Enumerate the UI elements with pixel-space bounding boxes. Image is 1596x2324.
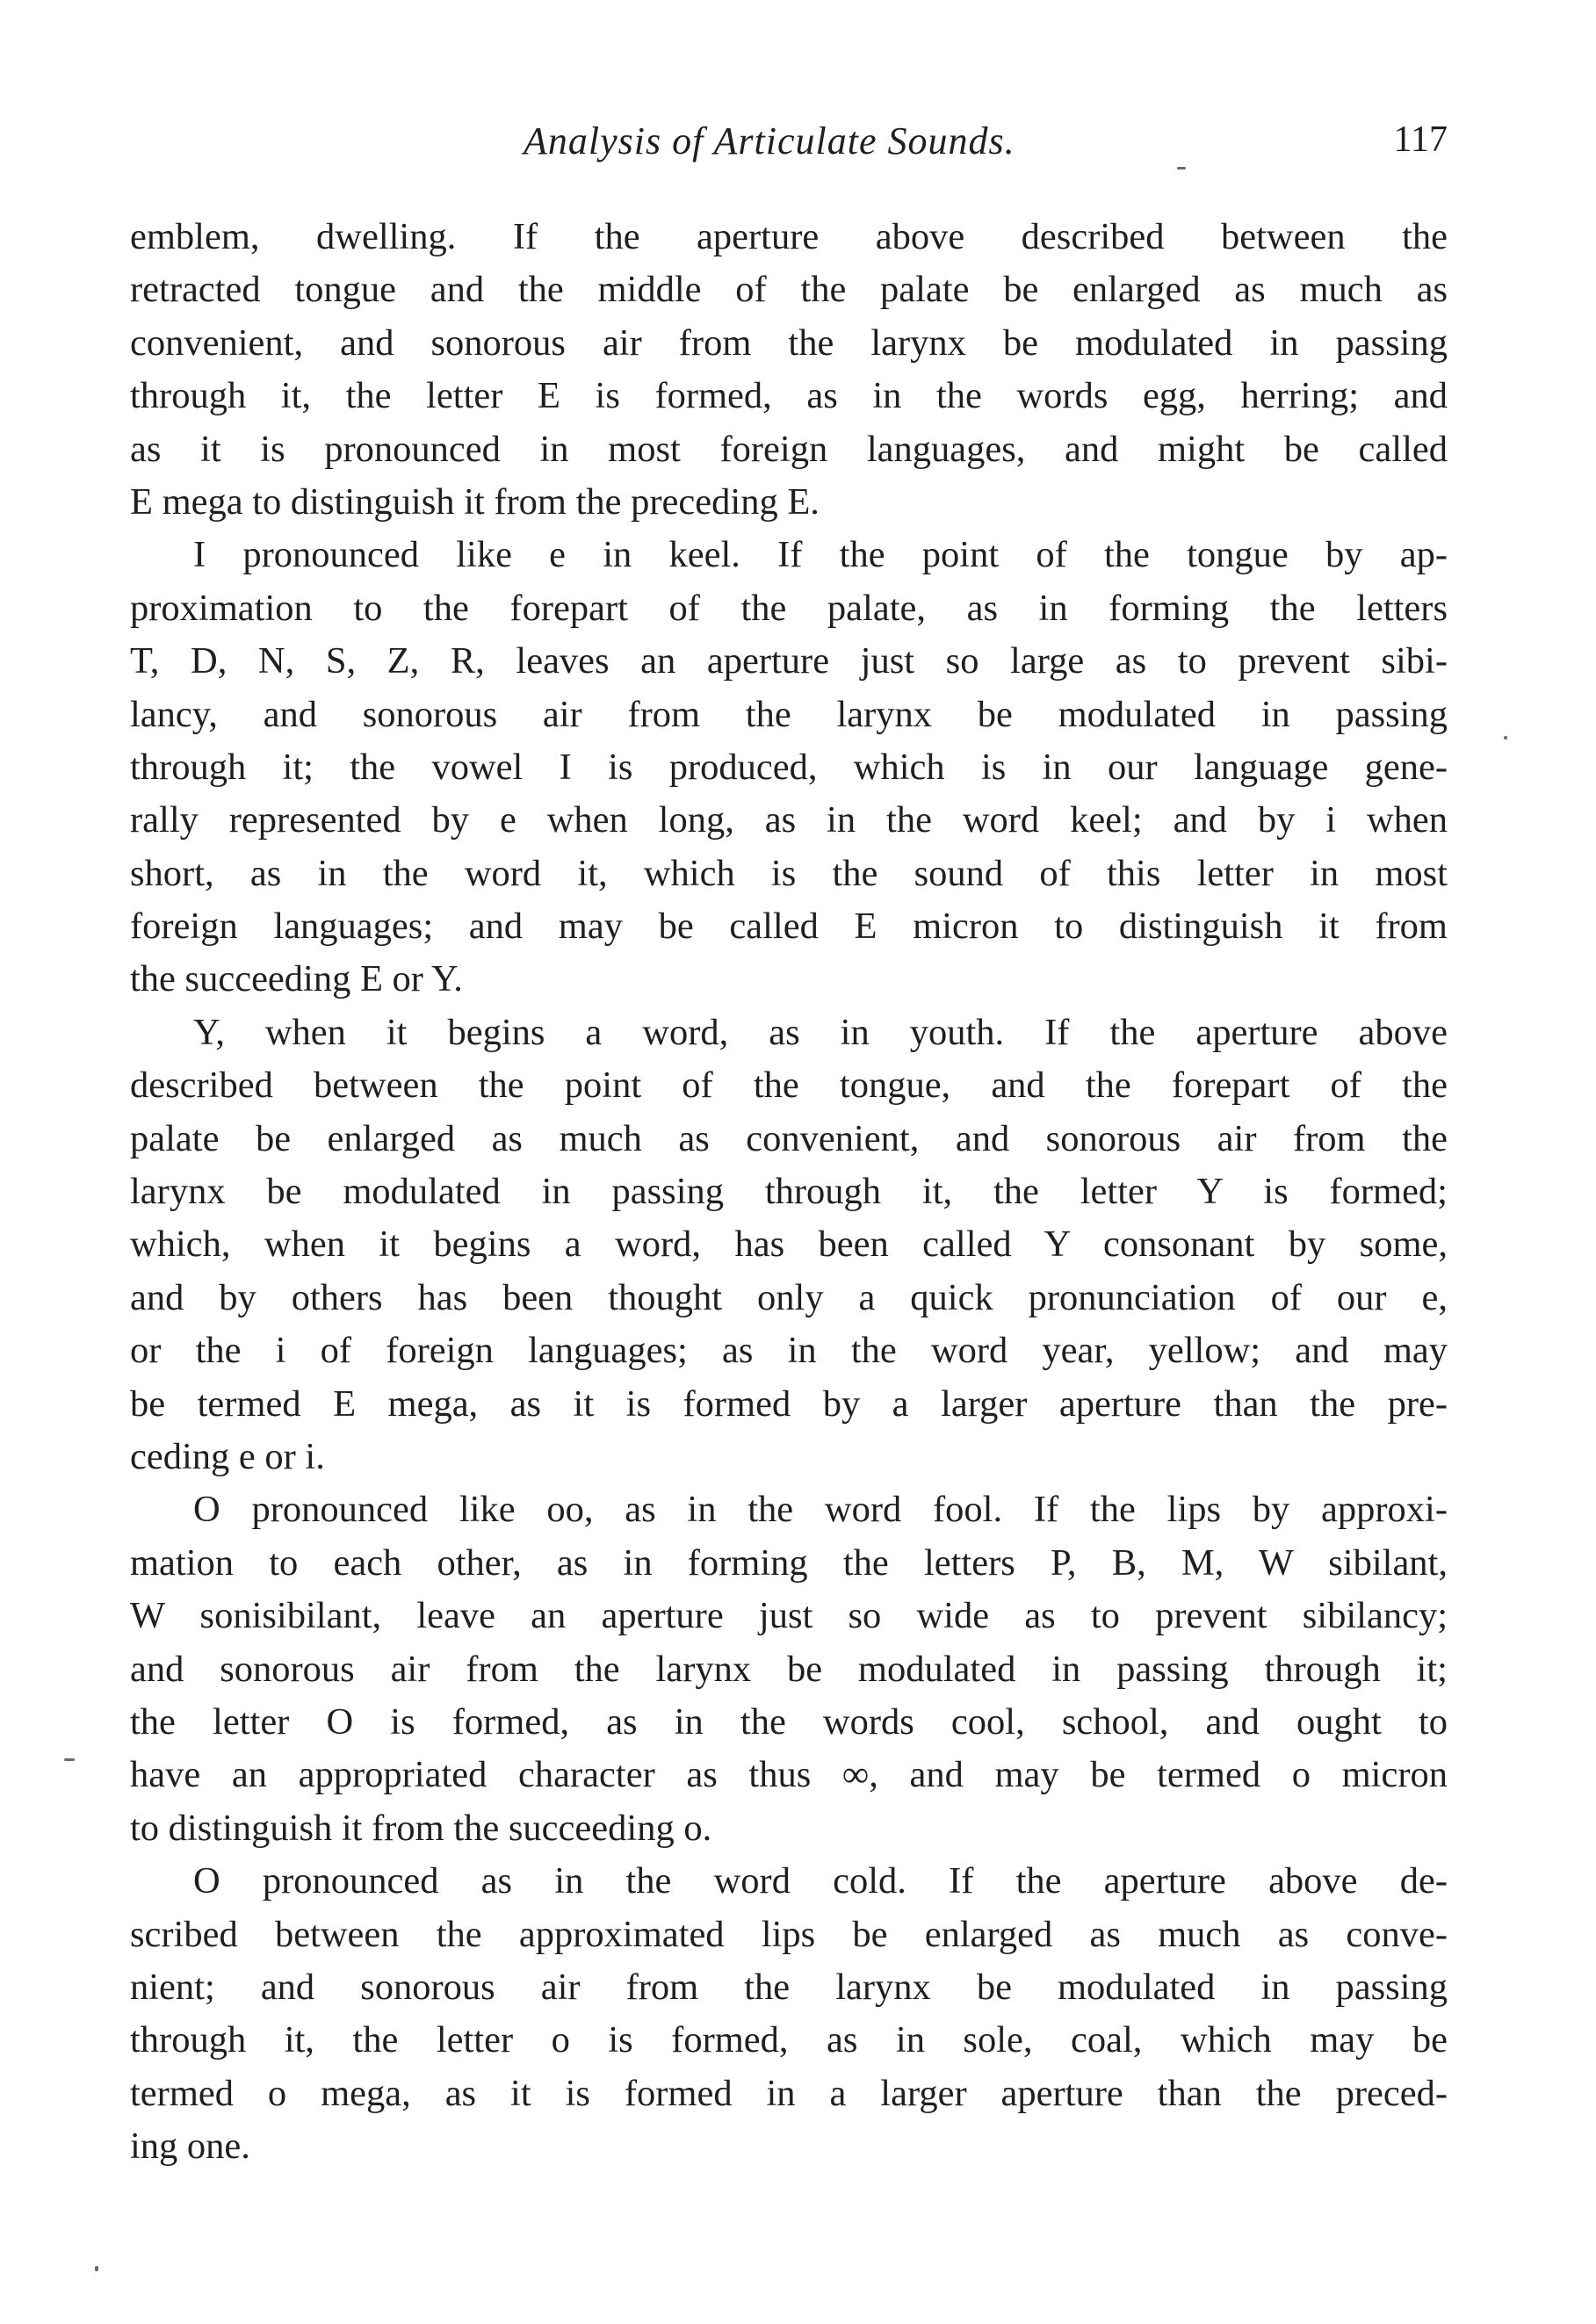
paragraph-i-pronounced [130, 529, 1448, 1007]
text-line: through it, the letter E is formed, as in the words egg, herring; and [130, 375, 1448, 417]
text-line: O pronounced like oo, as in the word fool. If the lips by approxi- [193, 1489, 1448, 1531]
text-line: or the i of foreign languages; as in the word year, yellow; and may [130, 1330, 1448, 1372]
text-line: through it; the vowel I is produced, which is in our language gene- [130, 746, 1448, 788]
paragraph-y-word [130, 1007, 1448, 1484]
text-line: rally represented by e when long, as in the word keel; and by i when [130, 799, 1448, 841]
text-line: and by others has been thought only a quick pronunciation of our e, [130, 1276, 1448, 1318]
text-line: W sonisibilant, leave an aperture just so wide as to prevent sibilancy; [130, 1595, 1448, 1637]
text-line: and sonorous air from the larynx be modulated in passing through it; [130, 1648, 1448, 1690]
text-line: have an appropriated character as thus ∞, and may be termed o micron [130, 1754, 1448, 1796]
text-line: lancy, and sonorous air from the larynx be modulated in passing [130, 693, 1448, 735]
text-line: short, as in the word it, which is the sound of this letter in most [130, 852, 1448, 894]
text-line: as it is pronounced in most foreign languages, and might be called [130, 428, 1448, 470]
text-line: foreign languages; and may be called E micron to distinguish it from [130, 906, 1448, 948]
paragraph-o-micron [130, 1483, 1448, 1855]
text-line: I pronounced like e in keel. If the point of the tongue by ap- [193, 534, 1448, 576]
print-speck [1177, 167, 1186, 170]
text-line: described between the point of the tongue, and the forepart of the [130, 1065, 1448, 1107]
paragraph-o-mega [130, 1855, 1448, 2173]
text-line: which, when it begins a word, has been called Y consonant by some, [130, 1223, 1448, 1266]
text-line: emblem, dwelling. If the aperture above described between the [130, 216, 1448, 257]
text-line: ing one. [130, 2126, 250, 2168]
text-line: through it, the letter o is formed, as in sole, coal, which may be [130, 2019, 1448, 2061]
text-line: mation to each other, as in forming the letters P, B, M, W sibilant, [130, 1541, 1448, 1584]
text-line: T, D, N, S, Z, R, leaves an aperture just so large as to prevent sibi- [130, 640, 1448, 682]
page-number: 117 [1393, 119, 1448, 160]
running-title: Analysis of Articulate Sounds. [524, 119, 1015, 162]
text-line: larynx be modulated in passing through it, the letter Y is formed; [130, 1171, 1448, 1213]
text-line: O pronounced as in the word cold. If the aperture above de- [193, 1860, 1448, 1902]
text-line: the letter O is formed, as in the words cool, school, and ought to [130, 1700, 1448, 1743]
text-line: nient; and sonorous air from the larynx be modulated in passing [130, 1966, 1448, 2008]
text-line: palate be enlarged as much as convenient, and sonorous air from the [130, 1117, 1448, 1159]
text-line: termed o mega, as it is formed in a larger aperture than the preced- [130, 2072, 1448, 2114]
text-line: the succeeding E or Y. [130, 958, 463, 1000]
text-line: ceding e or i. [130, 1435, 325, 1477]
text-line: retracted tongue and the middle of the palate be enlarged as much as [130, 269, 1448, 311]
text-line: scribed between the approximated lips be enlarged as much as conve- [130, 1913, 1448, 1955]
running-head [130, 119, 1448, 171]
print-speck [64, 1758, 75, 1761]
text-line: to distinguish it from the succeeding o. [130, 1807, 712, 1849]
text-line: Y, when it begins a word, as in youth. If the aperture above [193, 1011, 1448, 1053]
text-line: E mega to distinguish it from the preceding E. [130, 480, 820, 523]
print-speck [95, 2266, 98, 2271]
body-text [130, 211, 1448, 2173]
text-line: proximation to the forepart of the palate, as in forming the letters [130, 587, 1448, 629]
text-line: be termed E mega, as it is formed by a larger aperture than the pre- [130, 1382, 1448, 1425]
paragraph-e-mega [130, 211, 1448, 529]
text-line: convenient, and sonorous air from the larynx be modulated in passing [130, 321, 1448, 364]
print-speck [1504, 736, 1507, 740]
